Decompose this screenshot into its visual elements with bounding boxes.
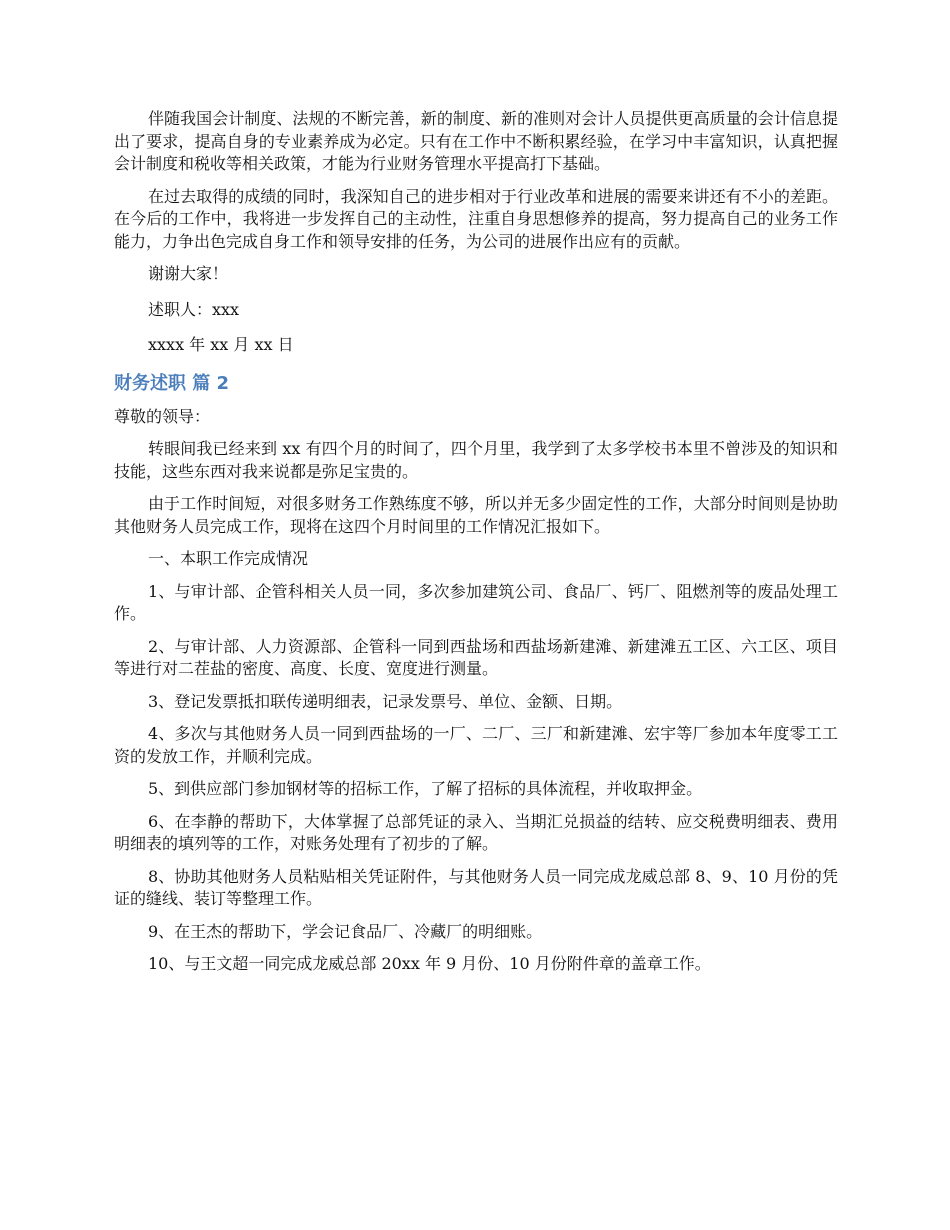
date-line: xxxx 年 xx 月 xx 日: [148, 335, 294, 354]
intro-paragraph-2: 在过去取得的成绩的同时，我深知自己的进步相对于行业改革和进展的需要来讲还有不小的差距。在今后的工作中，我将进一步发挥自己的主动性，注重自身思想修养的提高，努力提高自己的业务工作能力，力争出色完成自身工作和领导安排的任务，为公司的进展作出应有的贡献。: [114, 186, 838, 251]
body-paragraph-6: 3、登记发票抵扣联传递明细表，记录发票号、单位、金额、日期。: [148, 691, 623, 711]
thanks-line: 谢谢大家！: [148, 264, 229, 283]
body-paragraph-1: 转眼间我已经来到 xx 有四个月的时间了，四个月里，我学到了太多学校书本里不曾涉及的知识和技能，这些东西对我来说都是弥足宝贵的。: [114, 439, 838, 481]
body-paragraph-11: 9、在王杰的帮助下，学会记食品厂、冷藏厂的明细账。: [148, 921, 543, 941]
body-paragraph-7: 4、多次与其他财务人员一同到西盐场的一厂、二厂、三厂和新建滩、宏宇等厂参加本年度零工工资的发放工作，并顺利完成。: [114, 724, 838, 766]
document-page: [114, 108, 838, 986]
signature-line: 述职人：xxx: [148, 299, 240, 319]
body-paragraph-2: 由于工作时间短，对很多财务工作熟练度不够，所以并无多少固定性的工作，大部分时间则是协助其他财务人员完成工作，现将在这四个月时间里的工作情况汇报如下。: [114, 494, 838, 536]
salutation: 尊敬的领导：: [114, 406, 211, 426]
intro-paragraph-1: 伴随我国会计制度、法规的不断完善，新的制度、新的准则对会计人员提供更高质量的会计信息提出了要求，提高自身的专业素养成为必定。只有在工作中不断积累经验，在学习中丰富知识，认真把握会计制度和税收等相关政策，才能为行业财务管理水平提高打下基础。: [114, 109, 838, 173]
body-paragraph-5: 2、与审计部、人力资源部、企管科一同到西盐场和西盐场新建滩、新建滩五工区、六工区、项目等进行对二茬盐的密度、高度、长度、宽度进行测量。: [114, 636, 838, 678]
body-paragraph-3: 一、本职工作完成情况: [148, 549, 309, 568]
body-paragraph-9: 6、在李静的帮助下，大体掌握了总部凭证的录入、当期汇兑损益的结转、应交税费明细表、费用明细表的填列等的工作，对账务处理有了初步的了解。: [114, 811, 838, 853]
body-paragraph-4: 1、与审计部、企管科相关人员一同，多次参加建筑公司、食品厂、钙厂、阻燃剂等的废品处理工作。: [114, 581, 838, 623]
section-title: 财务述职 篇 2: [114, 372, 230, 394]
body-paragraph-12: 10、与王文超一同完成龙威总部 20xx 年 9 月份、10 月份附件章的盖章工作。: [148, 954, 711, 973]
body-paragraph-10: 8、协助其他财务人员粘贴相关凭证附件，与其他财务人员一同完成龙威总部 8、9、10 月份的凭证的缝线、装订等整理工作。: [114, 866, 838, 908]
body-paragraph-8: 5、到供应部门参加钢材等的招标工作，了解了招标的具体流程，并收取押金。: [148, 779, 703, 798]
